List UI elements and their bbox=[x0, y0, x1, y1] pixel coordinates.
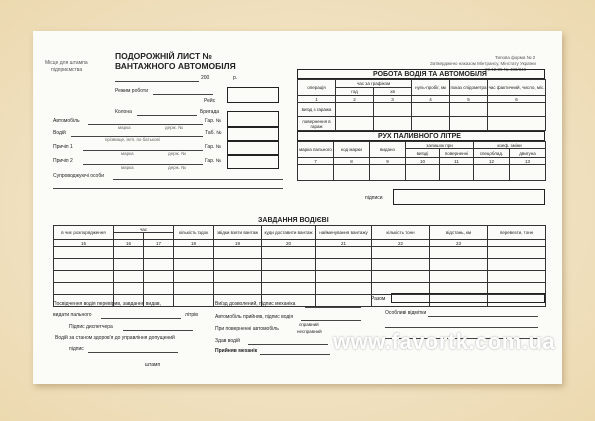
col-coef: коеф. зміни bbox=[474, 142, 546, 149]
tab-no-label: Таб. № bbox=[205, 130, 222, 136]
cell[interactable] bbox=[316, 271, 372, 283]
num: 5 bbox=[450, 96, 488, 103]
cell[interactable] bbox=[262, 247, 316, 259]
cell[interactable] bbox=[450, 103, 488, 117]
work-mode-label: Режим роботи bbox=[115, 88, 148, 94]
num: 2 bbox=[336, 96, 374, 103]
brigade-label: Бригада bbox=[200, 109, 220, 115]
num: 1 bbox=[298, 96, 336, 103]
cell[interactable] bbox=[174, 259, 214, 271]
cell[interactable] bbox=[174, 295, 214, 307]
gar-no3-label: Гар. № bbox=[205, 158, 222, 164]
route-label: Рейс bbox=[204, 98, 216, 104]
waybill-form bbox=[33, 31, 562, 384]
cell[interactable] bbox=[372, 259, 430, 271]
num: 20 bbox=[262, 240, 316, 247]
col-time: час bbox=[114, 226, 174, 233]
cell[interactable] bbox=[54, 259, 114, 271]
col-distance: відстань, км bbox=[430, 226, 488, 240]
cell[interactable] bbox=[334, 165, 370, 181]
cell[interactable] bbox=[336, 103, 374, 117]
num: 4 bbox=[412, 96, 450, 103]
total-label: Разом bbox=[371, 296, 386, 302]
gar-no3-box[interactable] bbox=[227, 155, 279, 169]
driver-label: Водій bbox=[53, 130, 66, 136]
cell[interactable] bbox=[488, 259, 546, 271]
gar-no2-label: Гар. № bbox=[205, 144, 222, 150]
cell[interactable] bbox=[316, 247, 372, 259]
col-time-by-schedule: час за графіком bbox=[336, 80, 412, 88]
num: 18 bbox=[174, 240, 214, 247]
dispatcher-line bbox=[123, 330, 193, 331]
column-label: Колона bbox=[115, 109, 132, 115]
handed-driver-line bbox=[248, 344, 328, 345]
trailer1-label: Причіп 1 bbox=[53, 144, 73, 150]
num: 19 bbox=[214, 240, 262, 247]
dispatcher-sign-label: Підпис диспетчера bbox=[69, 324, 113, 330]
col-odometer: нуль-пробіг, км bbox=[412, 80, 450, 96]
trailer2-sub: марка bbox=[121, 165, 134, 170]
fuel-issue-line bbox=[101, 318, 181, 319]
row-exit: виїзд з гаража bbox=[298, 103, 336, 117]
col-hour: год bbox=[336, 88, 374, 96]
col-tons: кількість тонн bbox=[372, 226, 430, 240]
num: 15 bbox=[54, 240, 114, 247]
cell[interactable] bbox=[316, 259, 372, 271]
route-box[interactable] bbox=[227, 87, 279, 103]
col-special: спецоблад. bbox=[474, 149, 510, 158]
cell[interactable] bbox=[214, 259, 262, 271]
health-label: Водій за станом здоров'я до управління допущений bbox=[55, 335, 175, 341]
num: 10 bbox=[406, 158, 440, 165]
cell[interactable] bbox=[374, 117, 412, 131]
cell[interactable] bbox=[372, 271, 430, 283]
col-fuel-mark: марка пального bbox=[298, 142, 334, 158]
col-exit: виїзді bbox=[406, 149, 440, 158]
col-loading: звідки взяти вантаж bbox=[214, 226, 262, 240]
car-mark-sub: марка bbox=[118, 125, 131, 130]
num: 3 bbox=[374, 96, 412, 103]
special-marks-line-2 bbox=[385, 327, 538, 328]
cell[interactable] bbox=[430, 247, 488, 259]
cell[interactable] bbox=[412, 103, 450, 117]
col-balance: залишок при bbox=[406, 142, 474, 149]
cell bbox=[488, 240, 546, 247]
cell[interactable] bbox=[262, 283, 316, 295]
cell[interactable] bbox=[440, 165, 474, 181]
cell[interactable] bbox=[54, 271, 114, 283]
column-line bbox=[137, 115, 197, 116]
serviceable-label: справний bbox=[299, 322, 319, 327]
col-actual-time: час фактичний, число, міс. bbox=[488, 80, 546, 96]
cell[interactable] bbox=[488, 271, 546, 283]
car-label: Автомобіль bbox=[53, 118, 80, 124]
cell[interactable] bbox=[144, 259, 174, 271]
form-subtitle: ВАНТАЖНОГО АВТОМОБІЛЯ bbox=[115, 61, 236, 71]
num: 9 bbox=[370, 158, 406, 165]
num: 16 bbox=[114, 240, 144, 247]
cell[interactable] bbox=[488, 117, 546, 131]
cell[interactable] bbox=[316, 295, 372, 307]
accepted-mechanic-label: Прийняв механік bbox=[215, 348, 258, 354]
col-customer: в чиє розпорядження bbox=[54, 226, 114, 240]
work-table bbox=[297, 79, 546, 131]
num: 8 bbox=[334, 158, 370, 165]
cell[interactable] bbox=[144, 283, 174, 295]
watermark: www.favortk.com.ua bbox=[333, 329, 556, 354]
exit-allowed-label: Виїзд дозволений, підпис механіка bbox=[215, 301, 296, 307]
exit-allowed-line bbox=[305, 307, 361, 308]
car-accepted-label: Автомобіль прийняв, підпис водія bbox=[215, 314, 294, 320]
num: 22 bbox=[372, 240, 430, 247]
accompanying-line bbox=[113, 179, 283, 180]
cell bbox=[114, 233, 144, 240]
car-return-label: При поверненні автомобіль bbox=[215, 326, 279, 332]
checked-label: Посвідчення водія перевірив, завдання видав, bbox=[53, 301, 161, 307]
cell[interactable] bbox=[114, 259, 144, 271]
driver-sub: прізвище, ім'я, по батькові bbox=[105, 137, 160, 142]
cell[interactable] bbox=[114, 271, 144, 283]
stamp-place-label: Місце для штампа bbox=[45, 60, 88, 66]
handed-driver-label: Здав водій bbox=[215, 338, 240, 344]
signatures-box[interactable] bbox=[393, 189, 545, 205]
cell[interactable] bbox=[450, 117, 488, 131]
num: 17 bbox=[144, 240, 174, 247]
cell[interactable] bbox=[54, 283, 114, 295]
car-accepted-line bbox=[301, 320, 361, 321]
col-code: код марки bbox=[334, 142, 370, 158]
cell[interactable] bbox=[510, 165, 546, 181]
gar-no2-box[interactable] bbox=[227, 141, 279, 155]
tab-no-box[interactable] bbox=[227, 127, 279, 141]
cell[interactable] bbox=[374, 103, 412, 117]
trailer2-state: держ. № bbox=[168, 165, 186, 170]
total-box[interactable] bbox=[391, 293, 545, 303]
date-line bbox=[115, 81, 199, 82]
cell[interactable] bbox=[262, 259, 316, 271]
stamp-place-label-2: підприємства bbox=[51, 67, 83, 73]
col-speedometer: показ спідометра bbox=[450, 80, 488, 96]
unserviceable-label: несправний bbox=[297, 329, 322, 334]
approval-note-3: 29.12.95 № 488/346 bbox=[485, 67, 527, 72]
approval-note: Типова форма № 2 bbox=[495, 55, 536, 60]
cell[interactable] bbox=[370, 165, 406, 181]
cell[interactable] bbox=[406, 165, 440, 181]
car-line bbox=[88, 124, 203, 125]
col-cargo: найменування вантажу bbox=[316, 226, 372, 240]
col-trips: кількість їздок bbox=[174, 226, 214, 240]
num: 23 bbox=[430, 240, 488, 247]
stamp-label: штамп bbox=[145, 362, 161, 368]
gar-no-box[interactable] bbox=[227, 111, 279, 127]
cell[interactable] bbox=[336, 117, 374, 131]
num: 13 bbox=[510, 158, 546, 165]
cell[interactable] bbox=[174, 283, 214, 295]
num: 7 bbox=[298, 158, 334, 165]
date-year: 200 bbox=[201, 75, 210, 81]
cell[interactable] bbox=[144, 247, 174, 259]
col-transported: перевезти, тонн bbox=[488, 226, 546, 240]
signature-line bbox=[88, 352, 178, 353]
car-state-sub: держ. № bbox=[165, 125, 183, 130]
cell[interactable] bbox=[54, 247, 114, 259]
special-marks-line bbox=[428, 316, 538, 317]
approval-note-2: Затверджено наказом Мінтрансу, Мінстату України bbox=[430, 61, 536, 66]
col-destination: куди доставити вантаж bbox=[262, 226, 316, 240]
num: 11 bbox=[440, 158, 474, 165]
cell[interactable] bbox=[298, 165, 334, 181]
cell[interactable] bbox=[174, 271, 214, 283]
cell bbox=[144, 233, 174, 240]
cell[interactable] bbox=[474, 165, 510, 181]
signature-label: підпис bbox=[69, 346, 84, 352]
cell[interactable] bbox=[412, 117, 450, 131]
accepted-mechanic-line bbox=[260, 354, 330, 355]
row-return: повернення в гараж bbox=[298, 117, 336, 131]
gar-no-label: Гар. № bbox=[205, 118, 222, 124]
col-operation: операція bbox=[298, 80, 336, 96]
cell[interactable] bbox=[488, 247, 546, 259]
litres-label: літрів bbox=[185, 312, 198, 318]
work-mode-line bbox=[153, 94, 213, 95]
num: 21 bbox=[316, 240, 372, 247]
trailer1-sub: марка bbox=[121, 151, 134, 156]
cell[interactable] bbox=[430, 271, 488, 283]
task-table-header: ЗАВДАННЯ ВОДІЄВІ bbox=[258, 217, 329, 224]
col-issued: видано bbox=[370, 142, 406, 158]
fuel-table bbox=[297, 141, 546, 181]
cell[interactable] bbox=[488, 103, 546, 117]
col-return: поверненні bbox=[440, 149, 474, 158]
form-title: ПОДОРОЖНІЙ ЛИСТ № bbox=[115, 51, 213, 61]
col-min: хв bbox=[374, 88, 412, 96]
cell[interactable] bbox=[372, 247, 430, 259]
cell[interactable] bbox=[144, 271, 174, 283]
signatures-label: підписи bbox=[365, 195, 383, 201]
col-engine: двигуна bbox=[510, 149, 546, 158]
trailer2-label: Причіп 2 bbox=[53, 158, 73, 164]
fuel-table-header: РУХ ПАЛИВНОГО ЛІТРЕ bbox=[378, 133, 461, 140]
cell[interactable] bbox=[214, 271, 262, 283]
num: 6 bbox=[488, 96, 546, 103]
cell[interactable] bbox=[316, 283, 372, 295]
cell[interactable] bbox=[174, 247, 214, 259]
cell[interactable] bbox=[214, 283, 262, 295]
special-marks-label: Особливі відмітки bbox=[385, 310, 427, 316]
accompanying-line-2 bbox=[53, 188, 283, 189]
cell[interactable] bbox=[430, 259, 488, 271]
cell[interactable] bbox=[262, 271, 316, 283]
date-suffix: р. bbox=[233, 75, 238, 81]
work-table-header: РОБОТА ВОДІЯ ТА АВТОМОБІЛЯ bbox=[373, 71, 487, 78]
cell[interactable] bbox=[114, 283, 144, 295]
trailer1-state: держ. № bbox=[168, 151, 186, 156]
cell[interactable] bbox=[114, 247, 144, 259]
num: 12 bbox=[474, 158, 510, 165]
fuel-issue-label: видати пального bbox=[53, 312, 92, 318]
accompanying-label: Супроводжуючі особи bbox=[53, 173, 104, 179]
cell[interactable] bbox=[214, 247, 262, 259]
